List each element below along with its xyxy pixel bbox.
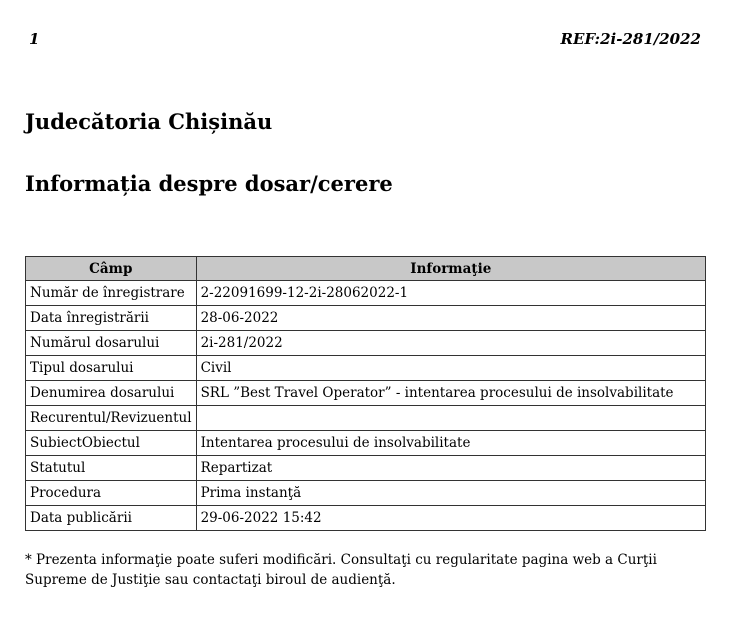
row-label: Recurentul/Revizuentul xyxy=(26,406,197,431)
row-label: Statutul xyxy=(26,456,197,481)
row-value: 28-06-2022 xyxy=(196,306,705,331)
row-label: SubiectObiectul xyxy=(26,431,197,456)
row-value: 29-06-2022 15:42 xyxy=(196,506,705,531)
table-row xyxy=(26,481,706,506)
row-label: Data înregistrării xyxy=(26,306,197,331)
table-row xyxy=(26,456,706,481)
row-label: Număr de înregistrare xyxy=(26,281,197,306)
row-label: Denumirea dosarului xyxy=(26,381,197,406)
page-number: 1 xyxy=(29,30,40,48)
table-row xyxy=(26,381,706,406)
row-value: Repartizat xyxy=(196,456,705,481)
table-row xyxy=(26,356,706,381)
row-label: Numărul dosarului xyxy=(26,331,197,356)
reference-number: REF:2i-281/2022 xyxy=(560,30,701,48)
row-value: Civil xyxy=(196,356,705,381)
table-row xyxy=(26,431,706,456)
case-info-table xyxy=(25,256,706,531)
table-row xyxy=(26,506,706,531)
row-value xyxy=(196,406,705,431)
row-value: Prima instanţă xyxy=(196,481,705,506)
column-header-field: Câmp xyxy=(26,257,197,281)
court-name: Judecătoria Chișinău xyxy=(25,109,273,134)
row-label: Data publicării xyxy=(26,506,197,531)
column-header-info: Informaţie xyxy=(196,257,705,281)
row-value: 2i-281/2022 xyxy=(196,331,705,356)
row-value: 2-22091699-12-2i-28062022-1 xyxy=(196,281,705,306)
row-label: Procedura xyxy=(26,481,197,506)
table-row xyxy=(26,406,706,431)
footnote: * Prezenta informaţie poate suferi modificări. Consultaţi cu regularitate pagina web a Curţii Supreme de Justiţie sau contactaţi biroul de audienţă. xyxy=(25,552,657,588)
document-title: Informația despre dosar/cerere xyxy=(25,171,393,196)
table-header-row xyxy=(26,257,706,281)
row-label: Tipul dosarului xyxy=(26,356,197,381)
table-row xyxy=(26,306,706,331)
table-row xyxy=(26,331,706,356)
row-value: SRL ”Best Travel Operator” - intentarea procesului de insolvabilitate xyxy=(196,381,705,406)
row-value: Intentarea procesului de insolvabilitate xyxy=(196,431,705,456)
table-row xyxy=(26,281,706,306)
